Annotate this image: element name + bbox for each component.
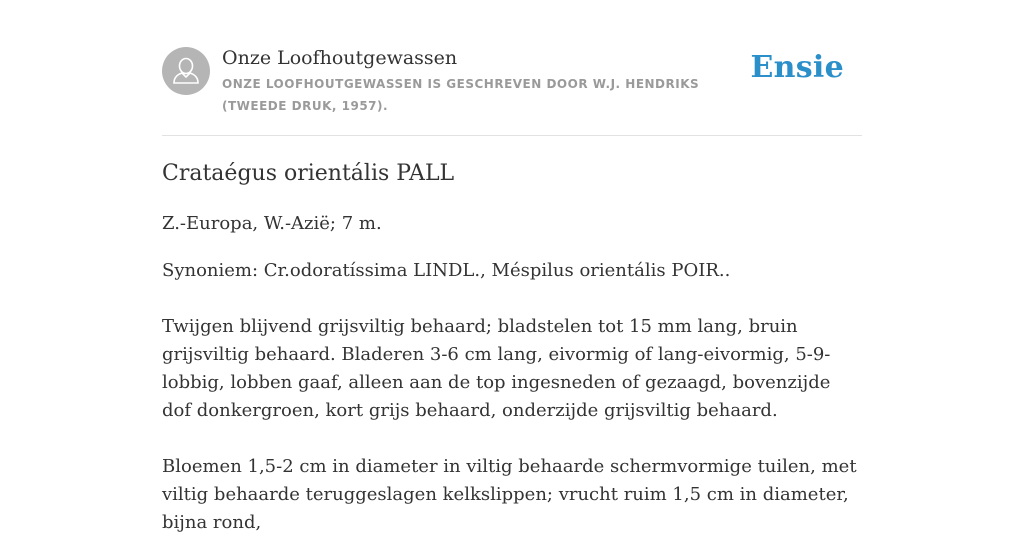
brand-logo[interactable]: Ensie [750,50,844,85]
source-title[interactable]: Onze Loofhoutgewassen [222,47,458,69]
entry-title: Crataégus orientális PALL [162,161,455,186]
source-header [162,46,862,116]
header-divider [162,135,862,136]
source-description: ONZE LOOFHOUTGEWASSEN IS GESCHREVEN DOOR W.J. HENDRIKS (TWEEDE DRUK, 1957). [222,77,700,113]
user-avatar-icon[interactable] [162,47,210,95]
entry-content [162,158,862,556]
entry-description-flowers: Bloemen 1,5-2 cm in diameter in viltig behaarde schermvormige tuilen, met viltig behaarde teruggeslagen kelkslippen; vrucht ruim 1,5 cm in diameter, bijna rond, [162,456,857,533]
entry-origin: Z.-Europa, W.-Azië; 7 m. [162,213,382,234]
entry-synonyms: Synoniem: Cr.odoratíssima LINDL., Méspilus orientális POIR.. [162,260,731,281]
entry-description-leaves: Twijgen blijvend grijsviltig behaard; bladstelen tot 15 mm lang, bruin grijsviltig behaard. Bladeren 3-6 cm lang, eivormig of lang-eivormig, 5-9-lobbig, lobben gaaf, alleen aan de top ingesneden of gezaagd, bovenzijde dof donkergroen, kort grijs behaard, onderzijde grijsviltig behaard. [162,316,831,421]
